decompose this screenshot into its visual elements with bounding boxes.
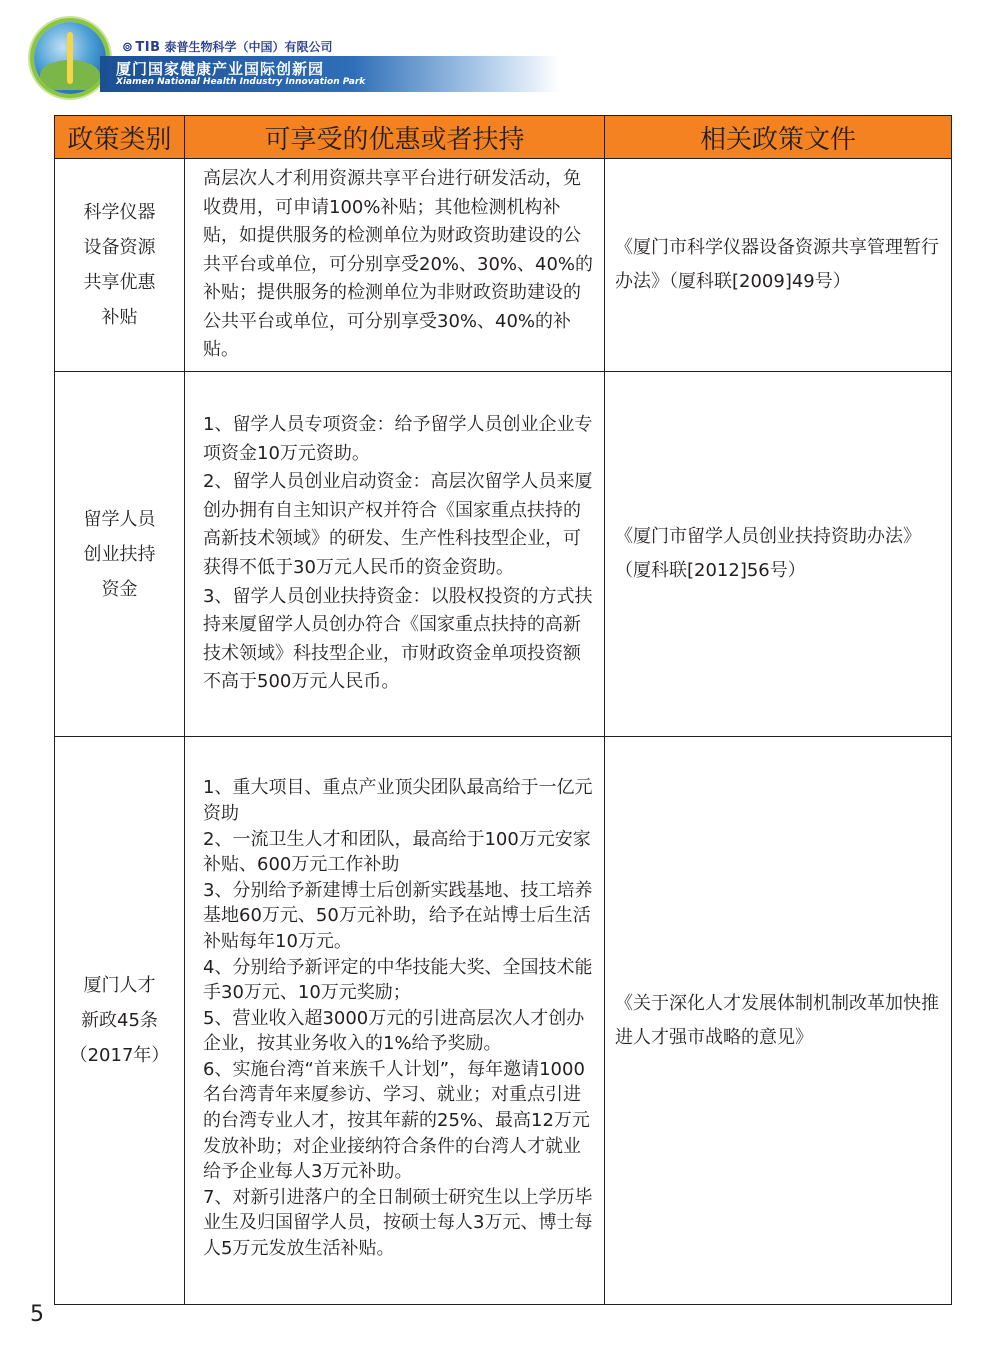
- category-line: 补贴: [101, 307, 138, 328]
- benefit-cell: [185, 737, 605, 1305]
- company-name: 泰普生物科学（中国）有限公司: [164, 40, 333, 54]
- category-line: 厦门人才: [83, 975, 156, 996]
- category-line: 共享优惠: [83, 272, 156, 293]
- category-line: 新政45条: [81, 1010, 158, 1031]
- page-number: 5: [30, 1302, 44, 1327]
- category-line: （2017年）: [69, 1045, 170, 1066]
- header-benefits: 可享受的优惠或者扶持: [185, 116, 605, 159]
- benefit-item: 4、分别给予新评定的中华技能大奖、全国技术能手30万元、10万元奖励；: [203, 956, 593, 1004]
- table-header-row: [55, 116, 952, 159]
- table-row: [55, 372, 952, 737]
- policy-category-cell: [55, 737, 185, 1305]
- page-header: [0, 0, 1000, 100]
- policy-category-cell: [55, 372, 185, 737]
- category-line: 创业扶持: [83, 543, 156, 565]
- policy-category-cell: [55, 159, 185, 372]
- benefit-item: 3、留学人员创业扶持资金：以股权投资的方式扶持来厦留学人员创办符合《国家重点扶持的高新技术领域》科技型企业，市财政资金单项投资额不高于500万元人民币。: [203, 585, 593, 693]
- category-line: 设备资源: [83, 237, 156, 258]
- benefit-cell: [185, 372, 605, 737]
- category-line: 留学人员: [83, 508, 156, 530]
- benefit-item: 5、营业收入超3000万元的引进高层次人才创办企业，按其业务收入的1%给予奖励。: [203, 1007, 585, 1055]
- benefit-item: 2、一流卫生人才和团队，最高给于100万元安家补贴、600万元工作补助: [203, 828, 591, 876]
- park-banner: [100, 56, 560, 92]
- caduceus-globe-logo-icon: [34, 22, 106, 94]
- policy-table: [54, 115, 952, 1305]
- document-cell: 《关于深化人才发展体制机制改革加快推进人才强市战略的意见》: [605, 737, 952, 1305]
- benefit-item: 2、留学人员创业启动资金：高层次留学人员来厦创办拥有自主知识产权并符合《国家重点扶持的高新技术领域》的研发、生产性科技型企业，可获得不低于30万元人民币的资金资助。: [203, 471, 593, 578]
- benefit-item: 6、实施台湾“首来族千人计划”，每年邀请1000名台湾青年来厦参访、学习、就业；对重点引进的台湾专业人才，按其年薪的25%、最高12万元发放补助；对企业接纳符合条件的台湾人才就业给予企业每人3万元补助。: [203, 1058, 590, 1183]
- table-row: [55, 159, 952, 372]
- park-name-cn: 厦门国家健康产业国际创新园: [116, 60, 325, 78]
- company-line: [122, 38, 333, 54]
- document-cell: 《厦门市留学人员创业扶持资助办法》（厦科联[2012]56号）: [605, 372, 952, 737]
- benefit-cell: 高层次人才利用资源共享平台进行研发活动，免收费用，可申请100%补贴；其他检测机构补贴，如提供服务的检测单位为财政资助建设的公共平台或单位，可分别享受20%、30%、40%的补贴；提供服务的检测单位为非财政资助建设的公共平台或单位，可分别享受30%、40%的补贴。: [185, 159, 605, 372]
- category-line: 资金: [101, 578, 138, 600]
- table-row: [55, 737, 952, 1305]
- tib-brand: ⊚ TIB: [122, 40, 161, 55]
- category-line: 科学仪器: [83, 202, 156, 223]
- benefit-item: 3、分别给予新建博士后创新实践基地、技工培养基地60万元、50万元补助，给予在站博士后生活补贴每年10万元。: [203, 879, 593, 952]
- document-cell: 《厦门市科学仪器设备资源共享管理暂行办法》（厦科联[2009]49号）: [605, 159, 952, 372]
- benefit-item: 1、留学人员专项资金：给予留学人员创业企业专项资金10万元资助。: [203, 414, 593, 464]
- header-related-documents: 相关政策文件: [605, 116, 952, 159]
- header-policy-category: 政策类别: [55, 116, 185, 159]
- benefit-item: 7、对新引进落户的全日制硕士研究生以上学历毕业生及归国留学人员，按硕士每人3万元、博士每人5万元发放生活补贴。: [203, 1186, 593, 1260]
- park-name-en: Xiamen National Health Industry Innovation Park: [116, 77, 366, 87]
- benefit-item: 1、重大项目、重点产业顶尖团队最高给于一亿元资助: [203, 777, 593, 824]
